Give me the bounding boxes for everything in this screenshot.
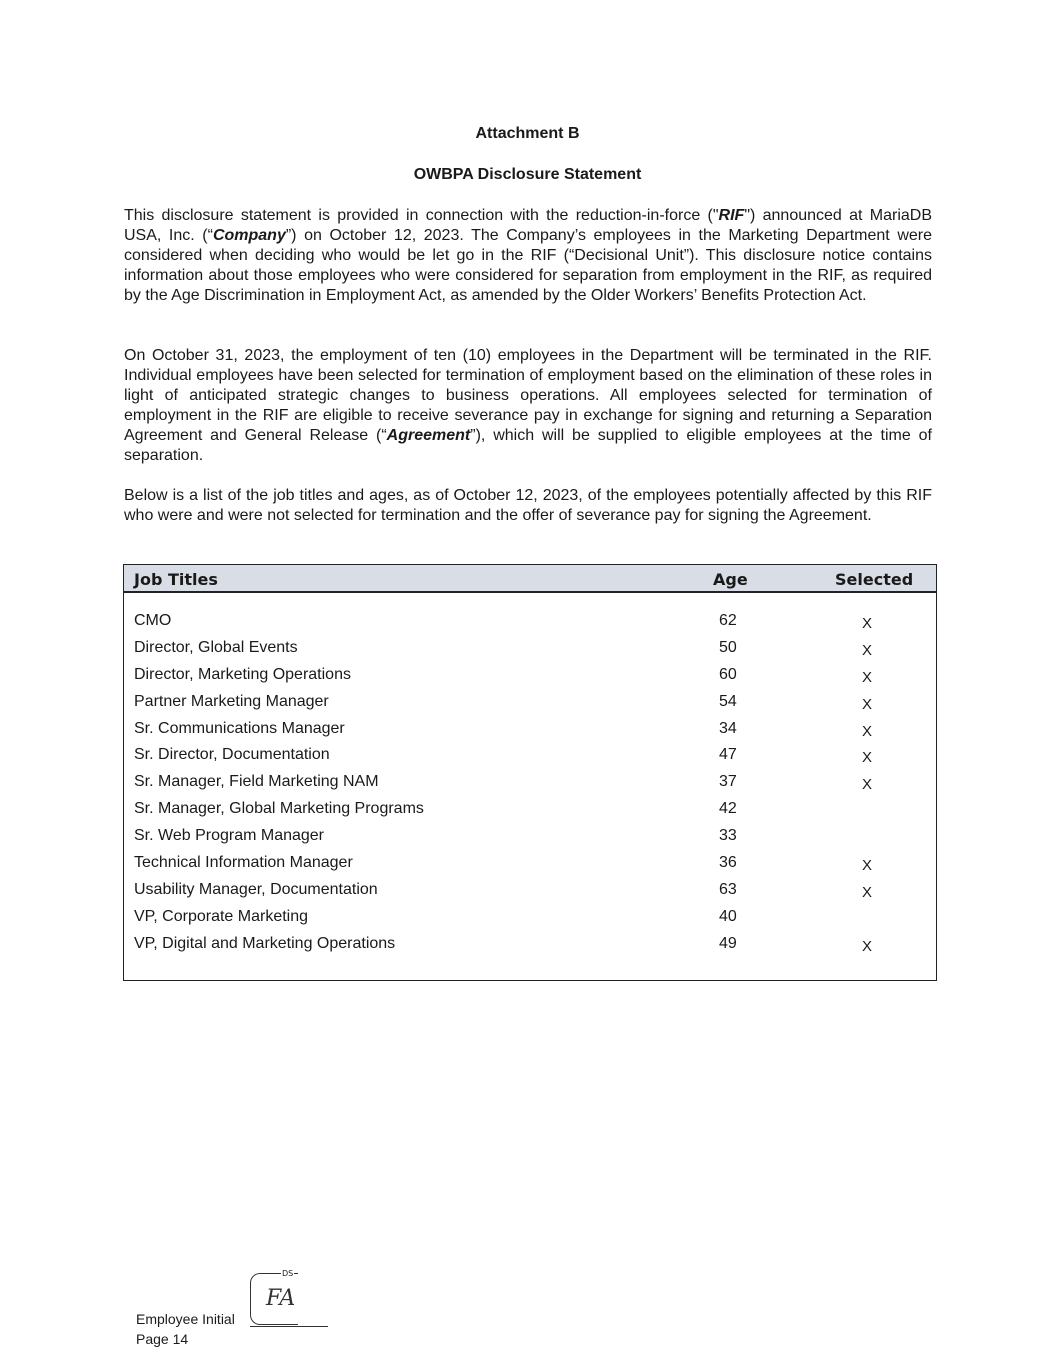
table-row — [124, 639, 936, 666]
age-cell: 33 — [719, 827, 737, 845]
selected-cell: X — [862, 749, 873, 767]
selected-cell: X — [862, 857, 873, 875]
initial-underline — [250, 1326, 328, 1327]
age-cell: 42 — [719, 800, 737, 818]
termination-paragraph — [124, 346, 932, 466]
column-header-age: Age — [713, 570, 748, 589]
selected-cell: X — [862, 937, 873, 955]
age-cell: 47 — [719, 746, 737, 764]
statement-title: OWBPA Disclosure Statement — [413, 166, 642, 183]
table-row — [124, 935, 936, 962]
table-row — [124, 693, 936, 720]
selected-cell: X — [862, 615, 873, 632]
column-header-job-titles: Job Titles — [134, 570, 218, 589]
age-cell: 36 — [719, 854, 737, 872]
table-body — [124, 612, 936, 962]
job-title-cell: Sr. Manager, Field Marketing NAM — [134, 773, 379, 791]
age-cell: 34 — [719, 719, 737, 737]
table-row — [124, 666, 936, 693]
employee-table — [123, 564, 937, 981]
selected-cell: X — [862, 668, 873, 686]
table-row — [124, 854, 936, 881]
selected-cell: X — [862, 722, 873, 740]
page-number: Page 14 — [136, 1331, 189, 1347]
age-cell: 49 — [719, 934, 737, 952]
job-title-cell: Sr. Manager, Global Marketing Programs — [134, 800, 424, 818]
job-title-cell: Technical Information Manager — [134, 854, 353, 872]
job-title-cell: Director, Global Events — [134, 638, 298, 656]
age-cell: 40 — [719, 907, 737, 925]
job-title-cell: VP, Digital and Marketing Operations — [134, 934, 396, 952]
age-cell: 50 — [719, 638, 737, 656]
paragraph-text: ") announced at MariaDB USA, Inc. (“ — [124, 207, 932, 244]
paragraph-text: On October 31, 2023, the employment of ten (10) employees in the Department will be terminated in the RIF. Individual employees have been selected for termination of employment based on the elimination of these roles in light of anticipated strategic changes to business operations. All employees selected for termination of employment in the RIF are eligible to receive severance pay in exchange for signing and returning a Separation Agreement and General Release (“ — [124, 347, 932, 444]
disclosure-paragraph — [124, 206, 932, 306]
table-row — [124, 773, 936, 800]
job-title-cell: CMO — [134, 612, 172, 629]
selected-cell: X — [862, 883, 873, 901]
table-row — [124, 827, 936, 854]
attachment-title: Attachment B — [475, 125, 580, 142]
table-row — [124, 612, 936, 639]
age-cell: 60 — [719, 665, 737, 683]
job-title-cell: Usability Manager, Documentation — [134, 880, 378, 898]
age-cell: 54 — [719, 692, 737, 710]
selected-cell: X — [862, 641, 873, 659]
job-title-cell: Director, Marketing Operations — [134, 665, 351, 683]
job-title-cell: Sr. Director, Documentation — [134, 746, 330, 764]
job-title-cell: Partner Marketing Manager — [134, 692, 329, 710]
list-intro-paragraph: Below is a list of the job titles and ages, as of October 12, 2023, of the employees potentially affected by this RIF who were and were not selected for termination and the offer of severance pay for signing the Agreement. — [124, 487, 932, 524]
docusign-tag: DS — [282, 1269, 294, 1278]
paragraph-text: This disclosure statement is provided in connection with the reduction-in-force (" — [124, 207, 719, 224]
company-term: Company — [212, 227, 286, 244]
agreement-term: Agreement — [386, 427, 471, 444]
age-cell: 37 — [719, 773, 737, 791]
table-row — [124, 746, 936, 773]
selected-cell: X — [862, 776, 873, 794]
age-cell: 62 — [719, 612, 737, 629]
job-title-cell: Sr. Communications Manager — [134, 719, 345, 737]
handwritten-initials: FA — [266, 1286, 296, 1311]
selected-cell: X — [862, 695, 873, 713]
table-header — [124, 565, 936, 593]
employee-initial-label: Employee Initial — [136, 1311, 235, 1327]
table-row — [124, 881, 936, 908]
age-cell: 63 — [719, 880, 737, 898]
table-row — [124, 720, 936, 747]
column-header-selected: Selected — [835, 570, 914, 589]
paragraph-text: ”) on October 12, 2023. The Company’s employees in the Marketing Department were considered when deciding who would be let go in the RIF (“Decisional Unit”). This disclosure notice contains information about those employees who were considered for separation from employment in the RIF, as required by the Age Discrimination in Employment Act, as amended by the Older Workers’ Benefits Protection Act. — [124, 227, 932, 304]
table-row — [124, 908, 936, 935]
paragraph-text: ”), which will be supplied to eligible employees at the time of separation. — [124, 427, 932, 464]
job-title-cell: VP, Corporate Marketing — [134, 907, 309, 925]
table-row — [124, 800, 936, 827]
job-title-cell: Sr. Web Program Manager — [134, 827, 325, 845]
rif-term: RIF — [718, 207, 745, 224]
